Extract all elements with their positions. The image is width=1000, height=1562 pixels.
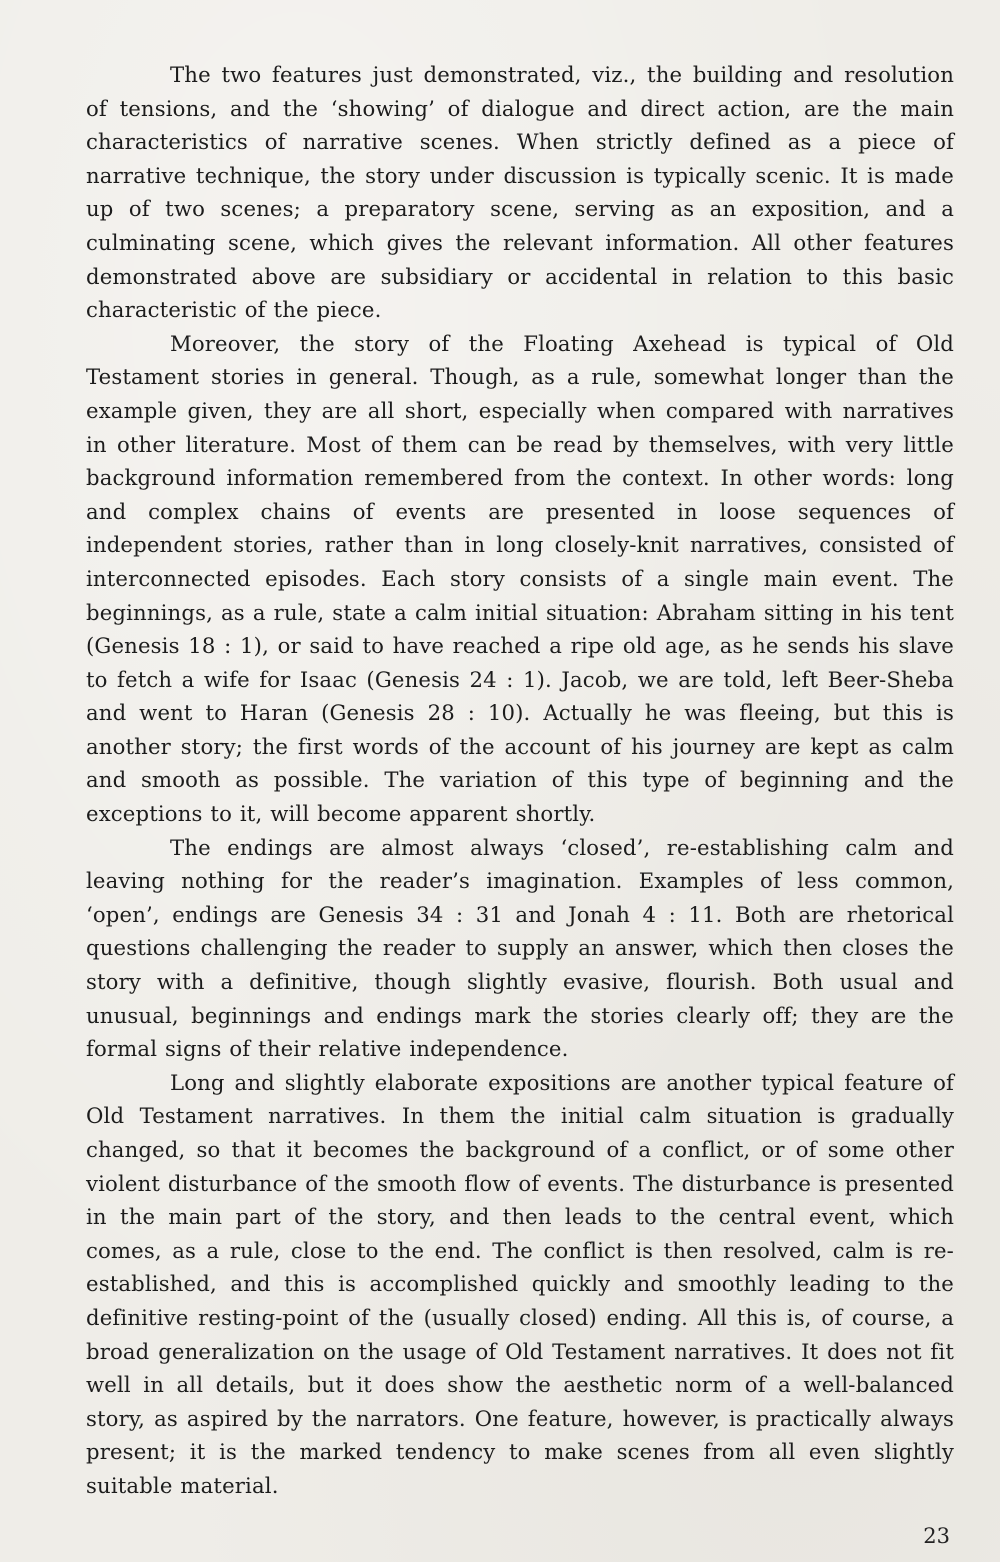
paragraph: Long and slightly elaborate expositions are another typical feature of Old Testament narratives. In them the initial calm situation is gradually changed, so that it becomes the background of a conflict, or of some other violent disturbance of the smooth flow of events. The disturbance is presented in the main part of the story, and then leads to the central event, which comes, as a rule, close to the end. The conflict is then resolved, calm is re-established, and this is accomplished quickly and smoothly leading to the definitive resting-point of the (usually closed) ending. All this is, of course, a broad generalization on the usage of Old Testament narratives. It does not fit well in all details, but it does show the aesthetic norm of a well-balanced story, as aspired by the narrators. One feature, however, is practically always present; it is the marked tendency to make scenes from all even slightly suitable material. (86, 1069, 954, 1498)
body-text (86, 58, 954, 1503)
paragraph: The two features just demonstrated, viz., the building and resolution of tensions, and the ‘showing’ of dialogue and direct action, are the main characteristics of narrative scenes. When strictly defined as a piece of narrative technique, the story under discussion is typically scenic. It is made up of two scenes; a preparatory scene, serving as an exposition, and a culminating scene, which gives the relevant information. All other features demonstrated above are subsidiary or accidental in relation to this basic characteristic of the piece. (86, 62, 954, 323)
paragraph: Moreover, the story of the Floating Axehead is typical of Old Testament stories in general. Though, as a rule, somewhat longer than the example given, they are all short, especially when compared with narratives in other literature. Most of them can be read by themselves, with very little background information remembered from the context. In other words: long and complex chains of events are presented in loose sequences of independent stories, rather than in long closely-knit narratives, consisted of interconnected episodes. Each story consists of a single main event. The beginnings, as a rule, state a calm initial situation: Abraham sitting in his tent (Genesis 18 : 1), or said to have reached a ripe old age, as he sends his slave to fetch a wife for Isaac (Genesis 24 : 1). Jacob, we are told, left Beer-Sheba and went to Haran (Genesis 28 : 10). Actually he was fleeing, but this is another story; the first words of the account of his journey are kept as calm and smooth as possible. The variation of this type of beginning and the exceptions to it, will become apparent shortly. (86, 330, 954, 827)
page-number: 23 (923, 1524, 950, 1548)
paragraph: The endings are almost always ‘closed’, re-establishing calm and leaving nothing for the reader’s imagination. Examples of less common, ‘open’, endings are Genesis 34 : 31 and Jonah 4 : 11. Both are rhetorical questions challenging the reader to supply an answer, which then closes the story with a definitive, though slightly evasive, flourish. Both usual and unusual, beginnings and endings mark the stories clearly off; they are the formal signs of their relative independence. (86, 834, 954, 1062)
